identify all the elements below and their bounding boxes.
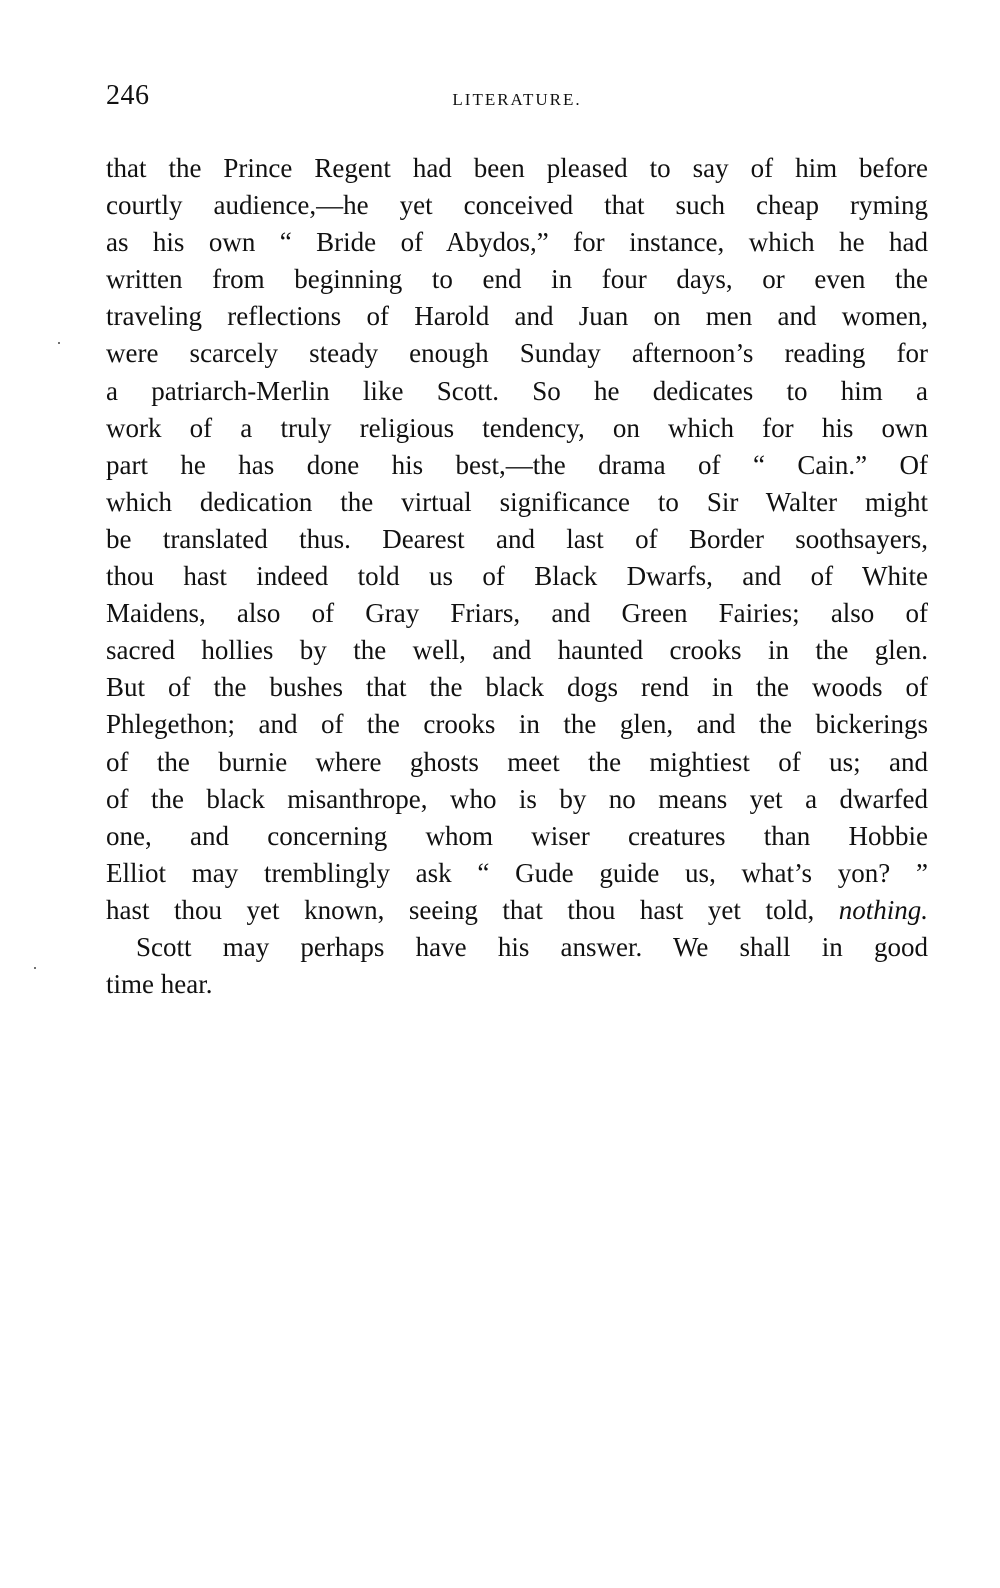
text-line bbox=[106, 892, 928, 929]
text-line: But of the bushes that the black dogs rend in the woods of bbox=[106, 672, 928, 703]
text-line: courtly audience,—he yet conceived that such cheap ryming bbox=[106, 190, 928, 221]
text-line: part he has done his best,—the drama of “ Cain.” Of bbox=[106, 449, 928, 480]
text-line: thou hast indeed told us of Black Dwarfs, and of White bbox=[106, 561, 928, 592]
text-line: time hear. bbox=[106, 969, 213, 1000]
text-line: one, and concerning whom wiser creatures than Hobbie bbox=[106, 820, 928, 851]
page-number: 246 bbox=[106, 80, 150, 111]
text-line: of the black misanthrope, who is by no means yet a dwarfed bbox=[106, 783, 928, 814]
running-head: LITERATURE. bbox=[452, 90, 582, 109]
text-line: written from beginning to end in four days, or even the bbox=[106, 264, 928, 295]
page-header bbox=[106, 80, 928, 120]
text-line: Elliot may tremblingly ask “ Gude guide us, what’s yon? ” bbox=[106, 857, 928, 888]
text-line: work of a truly religious tendency, on which for his own bbox=[106, 412, 928, 443]
text-line: which dedication the virtual significance to Sir Walter might bbox=[106, 486, 928, 517]
paragraph-1 bbox=[106, 150, 928, 929]
emphasized-word: nothing. bbox=[838, 894, 928, 925]
text-line: of the burnie where ghosts meet the mightiest of us; and bbox=[106, 746, 928, 777]
text-line: a patriarch-Merlin like Scott. So he dedicates to him a bbox=[106, 375, 928, 406]
text-line: Phlegethon; and of the crooks in the glen, and the bickerings bbox=[106, 709, 928, 740]
text-line: that the Prince Regent had been pleased to say of him before bbox=[106, 153, 928, 183]
page-speck bbox=[58, 342, 60, 344]
text-line: Maidens, also of Gray Friars, and Green Fairies; also of bbox=[106, 598, 928, 629]
text-line: were scarcely steady enough Sunday afternoon’s reading for bbox=[106, 338, 928, 369]
text-line: be translated thus. Dearest and last of Border soothsayers, bbox=[106, 523, 928, 554]
page-speck bbox=[34, 967, 36, 969]
text-line: Scott may perhaps have his answer. We shall in good bbox=[136, 931, 928, 962]
text-line: traveling reflections of Harold and Juan on men and women, bbox=[106, 301, 928, 332]
text-line: as his own “ Bride of Abydos,” for instance, which he had bbox=[106, 227, 928, 258]
text-line: sacred hollies by the well, and haunted crooks in the glen. bbox=[106, 635, 928, 666]
body-text bbox=[106, 150, 928, 1003]
text-line-start: hast thou yet known, seeing that thou hast yet told, bbox=[106, 894, 815, 925]
paragraph-2 bbox=[106, 929, 928, 1003]
